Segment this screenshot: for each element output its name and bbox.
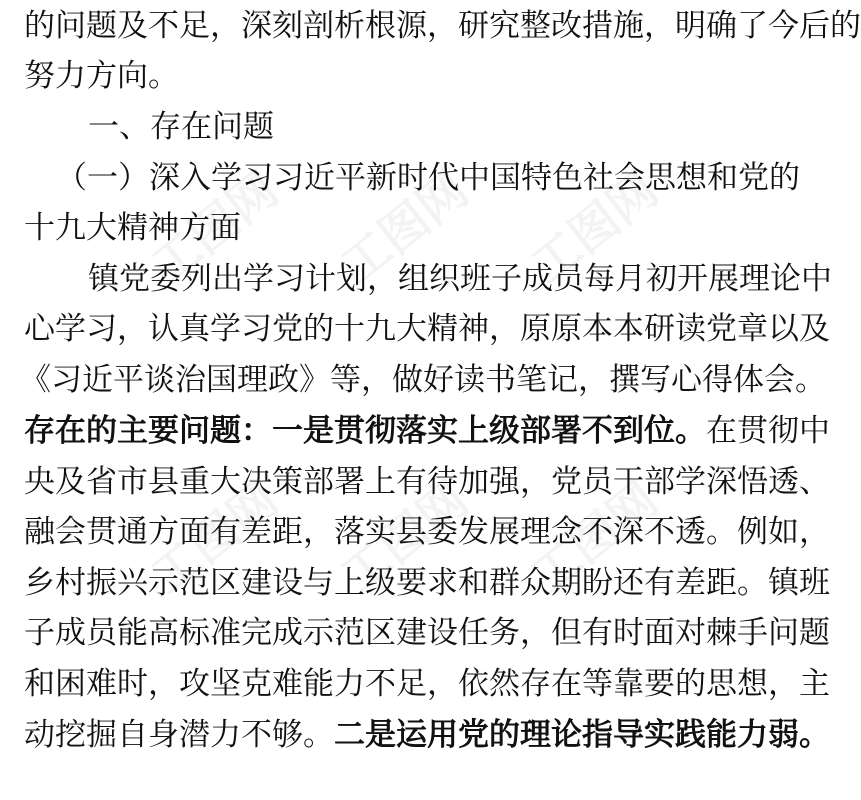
paragraph-line [24,658,830,710]
line-text: 子成员能高标准完成示范区建设任务，但有时面对棘手问题 [24,615,830,651]
paragraph-line [24,405,830,457]
line-text: 努力方向。 [24,58,179,94]
section-heading-text: 一、存在问题 [88,109,274,145]
line-text: 央及省市县重大决策部署上有待加强，党员干部学深悟透、 [24,464,830,500]
line-text: 镇党委列出学习计划，组织班子成员每月初开展理论中 [88,261,832,297]
line-text: 在贯彻中 [706,413,830,449]
paragraph-line [24,709,830,761]
paragraph-line [24,456,830,508]
subsection-heading-text: （一）深入学习习近平新时代中国特色社会思想和党的 [56,160,800,196]
paragraph-line [24,0,861,52]
subsection-heading [56,152,800,204]
line-text: 乡村振兴示范区建设与上级要求和群众期盼还有差距。镇班 [24,565,830,601]
key-problem-heading: 二是运用党的理论指导实践能力弱。 [334,717,830,753]
line-text: 和困难时，攻坚克难能力不足，依然存在等靠要的思想，主 [24,666,830,702]
line-text: 的问题及不足，深刻剖析根源，研究整改措施，明确了今后的 [24,8,861,44]
paragraph-line [24,202,784,254]
line-text: 心学习，认真学习党的十九大精神，原原本本研读党章以及 [24,311,830,347]
paragraph-line [24,557,830,609]
line-text: 动挖掘自身潜力不够。 [24,717,334,753]
section-heading [88,101,688,153]
line-text: 《习近平谈治国理政》等，做好读书笔记，撰写心得体会。 [20,362,826,398]
paragraph-line [24,607,830,659]
key-problem-heading: 存在的主要问题：一是贯彻落实上级部署不到位。 [24,413,706,449]
paragraph-line [24,303,830,355]
paragraph-line [88,253,832,305]
line-text: 十九大精神方面 [24,210,241,246]
line-text: 融会贯通方面有差距，落实县委发展理念不深不透。例如， [24,514,830,550]
paragraph-line [24,50,784,102]
paragraph-line [20,354,826,406]
paragraph-line [24,506,830,558]
